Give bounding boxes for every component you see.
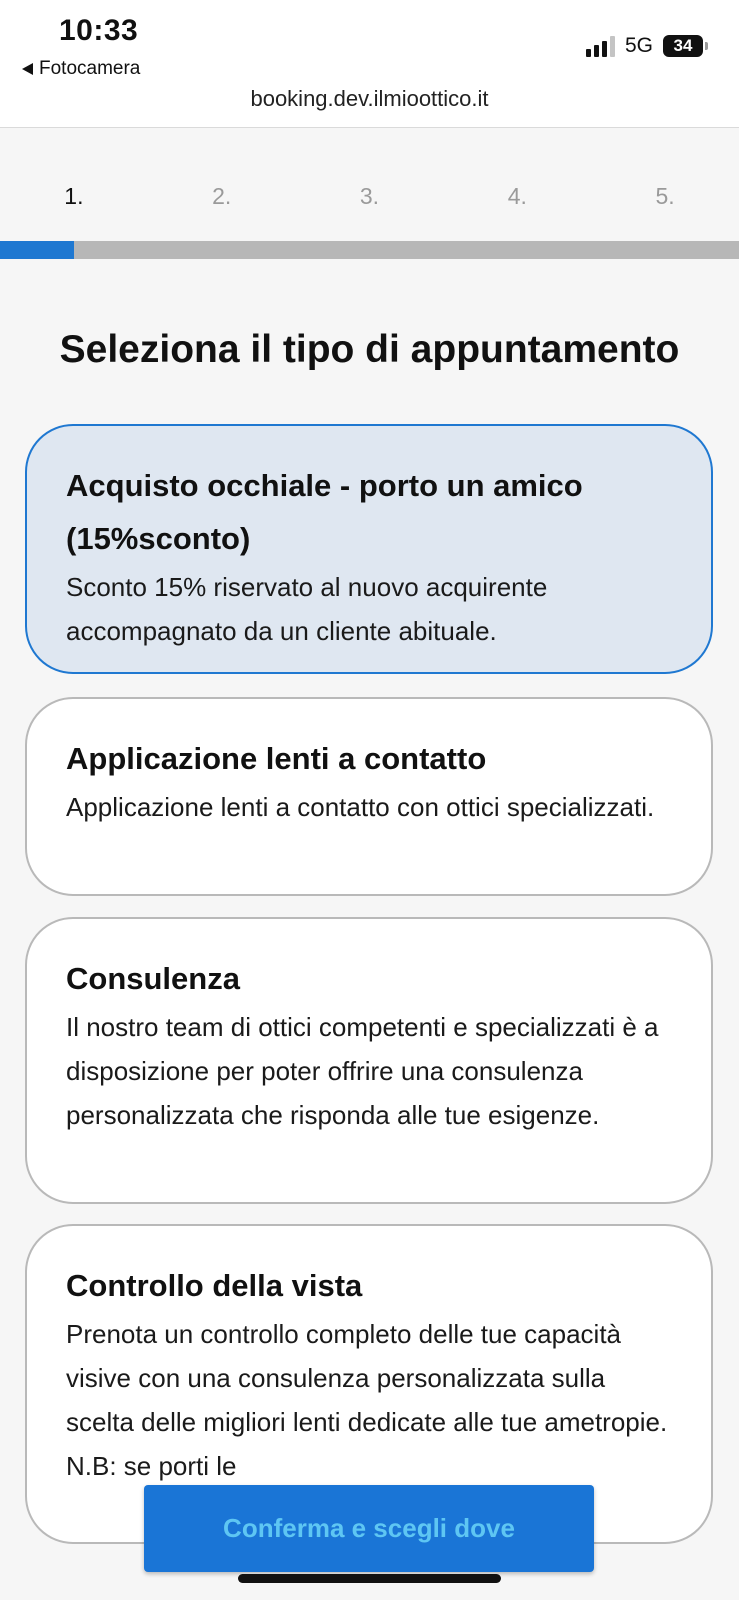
- status-indicators: [586, 34, 703, 58]
- battery-level: 34: [673, 36, 693, 55]
- battery-icon: [663, 35, 703, 57]
- appointment-card-description: Sconto 15% riservato al nuovo acquirente accompagnato da un cliente abituale.: [66, 572, 548, 646]
- step-indicator: [0, 183, 739, 210]
- step-4: 4.: [507, 183, 527, 209]
- browser-url[interactable]: booking.dev.ilmioottico.it: [250, 86, 489, 111]
- appointment-card-description: Prenota un controllo completo delle tue capacità visive con una consulenza personalizzata sulla scelta delle migliori lenti dedicate alle tue ametropie. N.B: se porti le: [66, 1319, 668, 1481]
- appointment-card-description: Il nostro team di ottici competenti e specializzati è a disposizione per poter offrire una consulenza personalizzata che risponda alle tue esigenze.: [66, 1012, 659, 1130]
- appointment-card-title: Applicazione lenti a contatto: [66, 741, 487, 776]
- appointment-card-description: Applicazione lenti a contatto con ottici specializzati.: [66, 792, 655, 822]
- appointment-card-title: Controllo della vista: [66, 1268, 363, 1303]
- progress-bar-fill: [0, 241, 74, 259]
- appointment-card-title: Acquisto occhiale - porto un amico (15%sconto): [66, 468, 583, 556]
- appointment-card-lenti-a-contatto[interactable]: [25, 697, 713, 896]
- step-2: 2.: [212, 183, 232, 209]
- network-type: 5G: [624, 34, 653, 57]
- clock: 10:33: [59, 14, 139, 47]
- back-to-app-link[interactable]: [22, 58, 140, 80]
- home-indicator: [238, 1574, 501, 1583]
- status-bar: [0, 0, 739, 128]
- step-3: 3.: [359, 183, 380, 209]
- appointment-card-title: Consulenza: [66, 961, 240, 996]
- appointment-card-porto-un-amico[interactable]: [25, 424, 713, 674]
- back-to-app-label: Fotocamera: [39, 58, 141, 79]
- step-5: 5.: [655, 183, 675, 209]
- confirm-button[interactable]: Conferma e scegli dove: [144, 1485, 594, 1572]
- page-title: Seleziona il tipo di appuntamento: [59, 328, 680, 371]
- cellular-signal-icon: [586, 35, 615, 57]
- progress-bar: [0, 241, 739, 259]
- back-arrow-icon: [22, 63, 33, 75]
- appointment-type-list: [0, 410, 739, 1481]
- appointment-card-consulenza[interactable]: [25, 917, 713, 1204]
- step-1: 1.: [64, 183, 84, 209]
